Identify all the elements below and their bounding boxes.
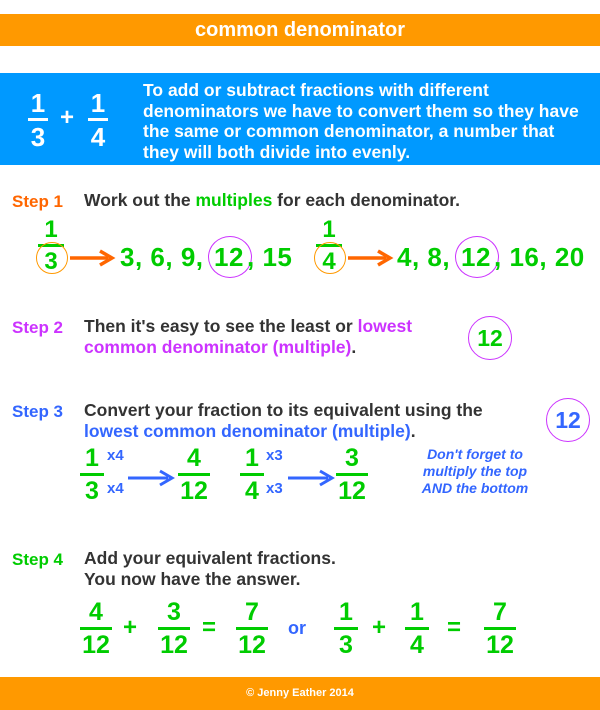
intro-fraction-one-third [28,90,48,150]
denominator: 12 [160,631,188,659]
step3-label: Step 3 [12,402,64,421]
multiples-of-four [397,242,450,273]
step1-text [84,190,460,211]
fraction-bar [80,473,104,476]
step1-text-part: Work out the [84,190,196,210]
step2-text-part: Then it's easy to see the least or [84,316,358,336]
step3-line1: Convert your fraction to its equivalent using the [84,400,483,420]
step2-text-part: . [351,337,357,357]
denominator: 3 [30,122,46,152]
fraction-bar [484,627,516,630]
note-line: AND the bottom [421,480,529,496]
denominator: 4 [322,248,336,275]
denominator: 4 [410,631,424,659]
step1-text-highlight: multiples [195,190,273,210]
conv2-multiplier-top: x3 [266,447,283,464]
numerator: 1 [30,88,46,118]
lcd-value: 12 [555,407,581,433]
eq1-fraction-result [236,600,268,658]
copyright-text: © Jenny Eather 2014 [246,687,354,699]
eq2-fraction-a [334,600,358,658]
fraction-bar [158,627,190,630]
intro-plus-sign: + [60,104,75,131]
blue-arrow-icon [128,468,178,488]
denominator: 12 [82,631,110,659]
numerator: 3 [167,598,181,626]
multiples-list: , 16, 20 [494,242,585,272]
footer-bar [0,677,600,710]
note-line: Don't forget to [427,446,523,462]
eq1-fraction-a [80,600,112,658]
step3-text-part: . [410,421,416,441]
common-multiple: 12 [461,242,491,272]
step2-text-highlight: lowest [357,316,413,336]
multiples-list: , 15 [247,242,293,272]
eq1-fraction-b [158,600,190,658]
step4-text [84,548,336,590]
conv1-multiplier-top: x4 [107,447,124,464]
step2-text [84,316,412,358]
step2-text-highlight: common denominator (multiple) [84,337,352,357]
numerator: 1 [410,598,424,626]
eq2-plus-sign: + [372,614,387,641]
step4-line1: Add your equivalent fractions. [84,548,336,568]
step3-text-highlight: lowest common denominator (multiple) [84,421,411,441]
step1-text-part: for each denominator. [272,190,460,210]
conv1-result-fraction [178,446,210,504]
conv1-source-fraction [80,446,104,504]
multiples-of-three [120,242,204,273]
denominator: 4 [245,477,259,505]
numerator: 1 [245,444,259,472]
page-title-bar [0,14,600,46]
lcd-circle [546,398,590,442]
fraction-bar [334,627,358,630]
step2-line1 [84,316,412,337]
conv1-multiplier-bottom: x4 [107,480,124,497]
page-title: common denominator [194,19,405,41]
conv2-result-fraction [336,446,368,504]
numerator: 1 [90,88,106,118]
numerator: 7 [245,598,259,626]
step2-line2 [84,337,412,358]
numerator: 1 [85,444,99,472]
step2-label: Step 2 [12,318,64,337]
numerator: 1 [44,216,58,243]
fraction-bar [28,118,48,121]
numerator: 3 [345,444,359,472]
fraction-bar [178,473,210,476]
multiples-list: 4, 8, [397,242,451,272]
denominator: 12 [238,631,266,659]
step4-line2: You now have the answer. [84,569,301,589]
fraction-bar [236,627,268,630]
fraction-bar [80,627,112,630]
common-multiple: 12 [214,242,244,272]
orange-arrow-icon [70,248,118,268]
orange-arrow-icon [348,248,396,268]
denominator: 3 [85,477,99,505]
numerator: 7 [493,598,507,626]
denominator: 4 [90,122,106,152]
numerator: 1 [322,216,336,243]
denominator: 3 [339,631,353,659]
multiples-list: 3, 6, 9, [120,242,204,272]
step1-label: Step 1 [12,192,64,211]
lcd-value: 12 [477,325,503,351]
numerator: 1 [339,598,353,626]
or-text: or [288,618,306,638]
fraction-bar [405,627,429,630]
eq2-fraction-b [405,600,429,658]
eq2-fraction-result [484,600,516,658]
blue-arrow-icon [288,468,338,488]
intro-fraction-one-quarter [88,90,108,150]
eq1-equals-sign: = [202,614,217,641]
eq1-plus-sign: + [123,614,138,641]
denominator-highlight-circle [36,242,68,274]
step3-text [84,400,483,442]
conv2-source-fraction [240,446,264,504]
fraction-bar [240,473,264,476]
fraction-bar [88,118,108,121]
denominator: 12 [180,477,208,505]
conv2-multiplier-bottom: x3 [266,480,283,497]
numerator: 4 [89,598,103,626]
reminder-note [400,446,550,497]
lcd-circle [468,316,512,360]
denominator: 3 [44,248,58,275]
intro-text: To add or subtract fractions with different denominators we have to convert them so they have the same or common denominator, a number that they will both divide into evenly. [143,80,579,162]
note-line: multiply the top [422,463,528,479]
fraction-bar [336,473,368,476]
denominator: 12 [486,631,514,659]
step4-label: Step 4 [12,550,64,569]
denominator: 12 [338,477,366,505]
denominator-highlight-circle [314,242,346,274]
step3-line2 [84,421,483,442]
eq2-equals-sign: = [447,614,462,641]
numerator: 4 [187,444,201,472]
